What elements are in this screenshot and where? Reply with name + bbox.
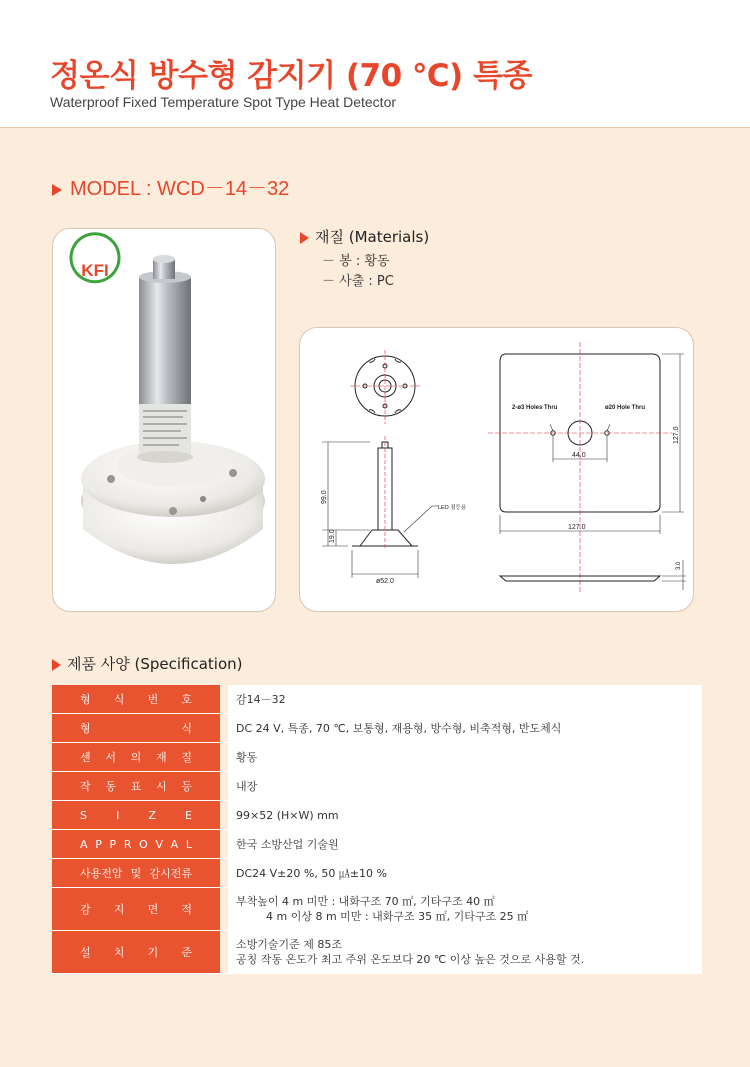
page-title: 정온식 방수형 감지기 (70 ℃) 특종	[50, 58, 532, 94]
dim-base-height: 19.0	[329, 529, 336, 543]
spec-heading	[52, 653, 243, 674]
spec-label: 형 식 번 호	[52, 685, 220, 714]
dim-thickness: 3.0	[676, 561, 682, 570]
spec-label: 작 동 표 시 등	[52, 772, 220, 801]
spec-value-line: 소방기술기준 제 85조	[236, 938, 342, 951]
spec-value: DC24 V±20 %, 50 ㎂±10 %	[228, 859, 702, 888]
table-row	[52, 931, 702, 974]
spec-value: DC 24 V, 특종, 70 ℃, 보통형, 재용형, 방수형, 비축적형, 반도체식	[228, 714, 702, 743]
spec-value: 내장	[228, 772, 702, 801]
table-row	[52, 743, 702, 772]
material-item: － 봉 : 황동	[322, 254, 390, 269]
product-photo-box	[52, 228, 276, 612]
table-row	[52, 801, 702, 830]
dim-height: 99.0	[321, 490, 328, 504]
spec-value-line: 공칭 작동 온도가 최고 주위 온도보다 20 ℃ 이상 높은 것으로 사용할 것.	[236, 953, 585, 966]
spec-label: 사용전압 및 감시전류	[52, 859, 220, 888]
materials-heading	[300, 226, 429, 247]
dim-plate-width: 127.0	[568, 524, 586, 531]
spec-value: 황동	[228, 743, 702, 772]
spec-value: 감14－32	[228, 685, 702, 714]
hole20-label: ø20 Hole Thru	[605, 405, 646, 411]
triangle-arrow-icon	[52, 659, 61, 671]
page-header	[0, 0, 750, 128]
led-label: LED 점등용	[438, 505, 467, 511]
spec-label: 설 치 기 준	[52, 931, 220, 974]
spec-table	[52, 685, 702, 974]
table-row	[52, 888, 702, 931]
spec-label: S I Z E	[52, 801, 220, 830]
spec-label: A P P R O V A L	[52, 830, 220, 859]
spec-value	[228, 931, 702, 974]
model-heading	[52, 172, 289, 201]
model-label: MODEL : WCD－14－32	[70, 178, 290, 200]
technical-drawing	[300, 328, 693, 611]
holes-label: 2-ø3 Holes Thru	[512, 405, 558, 411]
spec-heading-label: 제품 사양 (Specification)	[67, 655, 243, 673]
dim-base-diameter: ø52.0	[376, 578, 394, 585]
triangle-arrow-icon	[52, 184, 62, 196]
spec-value-line: 4 m 이상 8 m 미만 : 내화구조 35 ㎡, 기타구조 25 ㎡	[266, 910, 529, 923]
triangle-arrow-icon	[300, 232, 309, 244]
table-row	[52, 714, 702, 743]
table-row	[52, 685, 702, 714]
spec-label: 형 식	[52, 714, 220, 743]
table-row	[52, 859, 702, 888]
spec-value: 99×52 (H×W) mm	[228, 801, 702, 830]
page-subtitle: Waterproof Fixed Temperature Spot Type Heat Detector	[50, 94, 397, 110]
materials-heading-label: 재질 (Materials)	[315, 228, 430, 246]
dim-plate-height: 127.0	[673, 426, 680, 444]
spec-label: 감 지 면 적	[52, 888, 220, 931]
svg-text:KFI: KFI	[81, 261, 109, 280]
spec-value: 한국 소방산업 기술원	[228, 830, 702, 859]
heat-detector-photo	[53, 229, 275, 611]
spec-value	[228, 888, 702, 931]
kfi-logo	[71, 234, 119, 282]
spec-value-line: 부착높이 4 m 미만 : 내화구조 70 ㎡, 기타구조 40 ㎡	[236, 895, 495, 908]
dim-spacing: 44.0	[572, 452, 586, 459]
spec-label: 센 서 의 재 질	[52, 743, 220, 772]
table-row	[52, 830, 702, 859]
technical-drawing-box	[299, 327, 694, 612]
material-item: － 사출 : PC	[322, 274, 394, 289]
table-row	[52, 772, 702, 801]
